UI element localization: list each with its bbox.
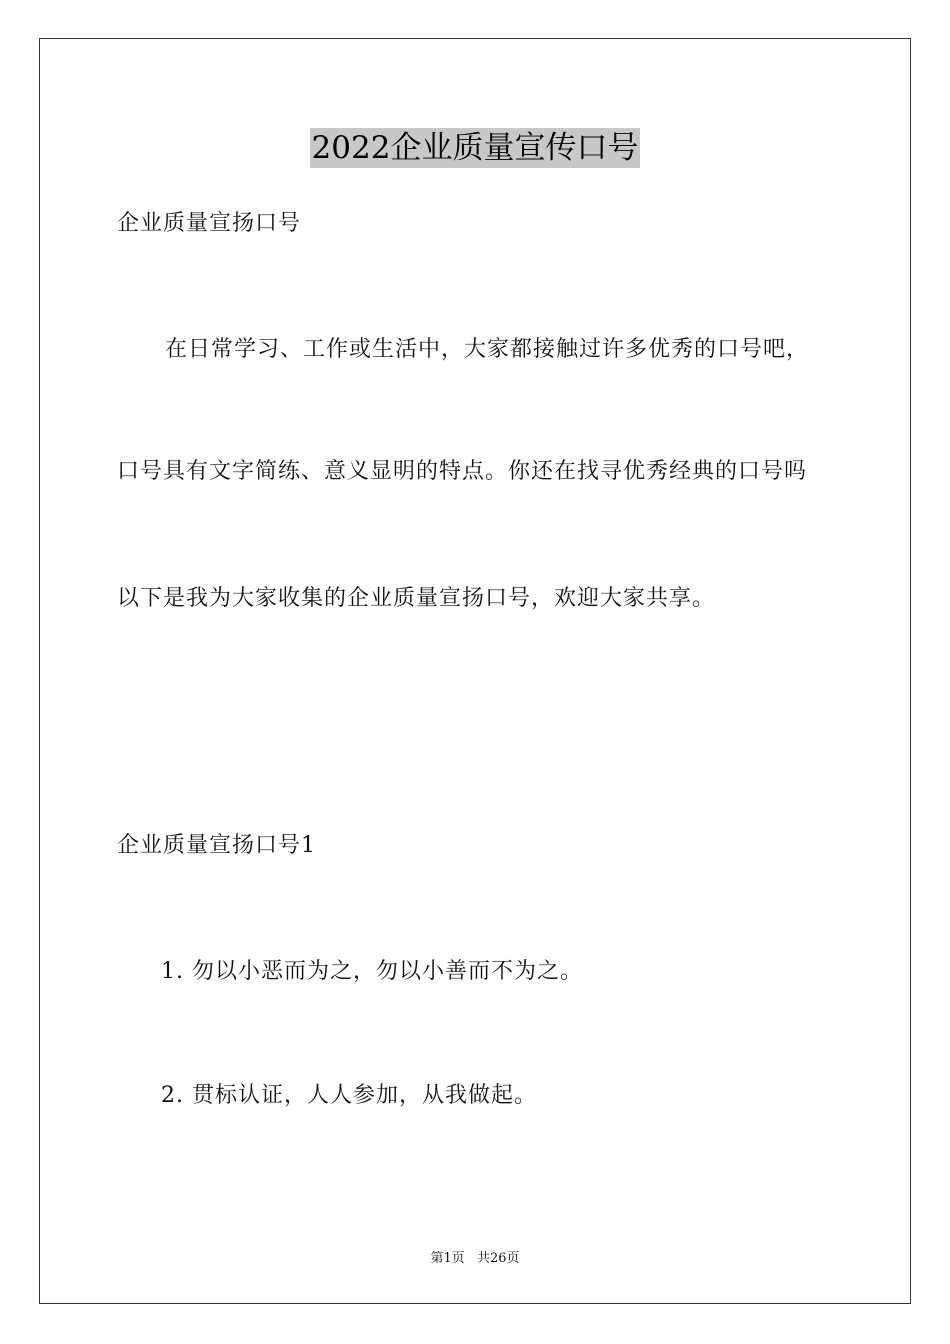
section-heading: 企业质量宣扬口号1 — [117, 833, 316, 858]
intro-line-3: 以下是我为大家收集的企业质量宣扬口号，欢迎大家共享。 — [117, 586, 716, 611]
intro-line-2: 口号具有文字简练、意义显明的特点。你还在找寻优秀经典的口号吗 — [117, 459, 808, 484]
title-container — [0, 128, 950, 168]
page-number: 第1页 — [430, 1251, 465, 1266]
list-item: 2. 贯标认证，人人参加，从我做起。 — [161, 1083, 537, 1108]
document-title: 2022企业质量宣传口号 — [311, 130, 639, 166]
page-total: 共26页 — [476, 1251, 520, 1266]
subtitle: 企业质量宣扬口号 — [117, 211, 302, 236]
list-item: 1. 勿以小恶而为之，勿以小善而不为之。 — [161, 959, 583, 984]
page-footer — [0, 1247, 950, 1266]
intro-line-1: 在日常学习、工作或生活中，大家都接触过许多优秀的口号吧， — [165, 337, 810, 362]
